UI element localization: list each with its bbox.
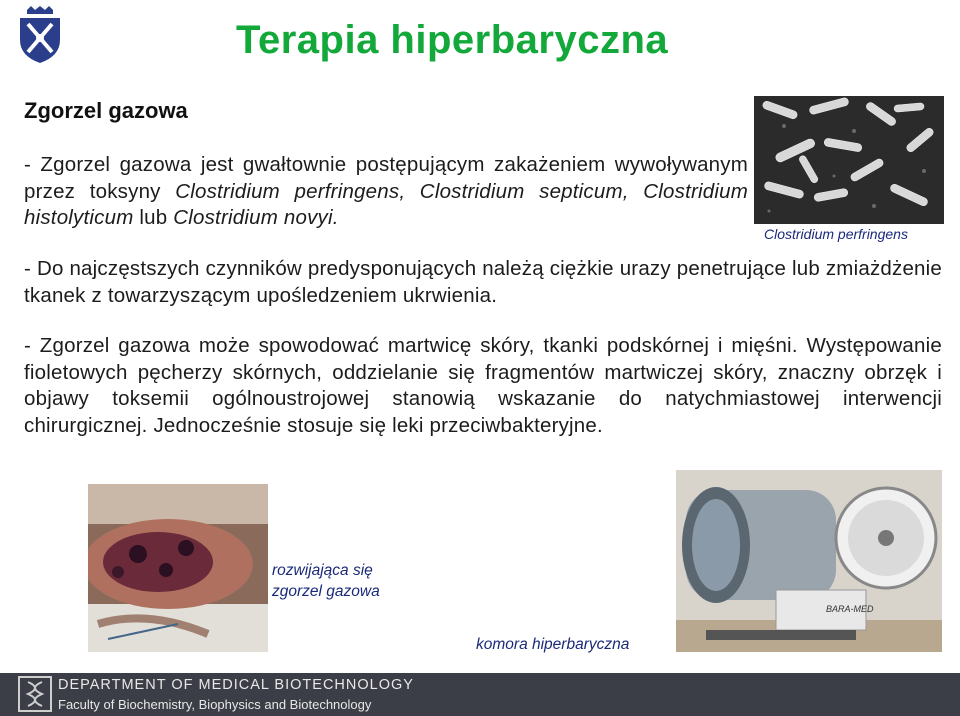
university-crest-logo <box>18 6 62 64</box>
department-logo-icon <box>18 676 52 712</box>
p1-text-a: - Zgorzel gazowa jest gwałtownie postępującym zakażeniem wywoływanym przez toksyny <box>24 153 748 203</box>
paragraph-risk-factors: - Do najczęstszych czynników predysponujących należą ciężkie urazy penetrujące lub zmiażdżenie tkanek z towarzyszącym upośledzeniem ukrwienia. <box>24 257 942 307</box>
footer-faculty: Faculty of Biochemistry, Biophysics and Biotechnology <box>58 697 372 712</box>
gangrene-caption <box>272 560 380 602</box>
p1-species-list: Clostridium perfringens, Clostridium septicum, Clostridium histolyticum <box>24 179 748 229</box>
bacteria-micrograph-image <box>754 96 944 224</box>
hyperbaric-chamber-photo <box>676 470 942 652</box>
section-subtitle: Zgorzel gazowa <box>24 98 188 123</box>
chamber-caption: komora hiperbaryczna <box>476 636 630 653</box>
gangrene-caption-line2: zgorzel gazowa <box>272 583 380 600</box>
bacteria-caption: Clostridium perfringens <box>764 226 908 242</box>
page-title: Terapia hiperbaryczna <box>236 18 669 62</box>
p1-species-last: Clostridium novyi. <box>173 206 339 229</box>
paragraph-symptoms-treatment: - Zgorzel gazowa może spowodować martwicę skóry, tkanki podskórnej i mięśni. Występowanie fioletowych pęcherzy skórnych, oddzielanie się fragmentów martwiczej skóry, znaczny obrzęk i objawy toksemii ogólnoustrojowej stanowią wskazanie do natychmiastowej interwencji chirurgicznej. Jednocześnie stosuje się leki przeciwbakteryjne. <box>24 334 942 437</box>
p1-text-c: lub <box>133 206 174 229</box>
chamber-brand-label: BARA-MED <box>826 604 874 614</box>
footer-department: DEPARTMENT OF MEDICAL BIOTECHNOLOGY <box>58 677 414 693</box>
gas-gangrene-photo <box>88 484 268 652</box>
paragraph-definition <box>24 152 748 232</box>
gangrene-caption-line1: rozwijająca się <box>272 562 373 579</box>
